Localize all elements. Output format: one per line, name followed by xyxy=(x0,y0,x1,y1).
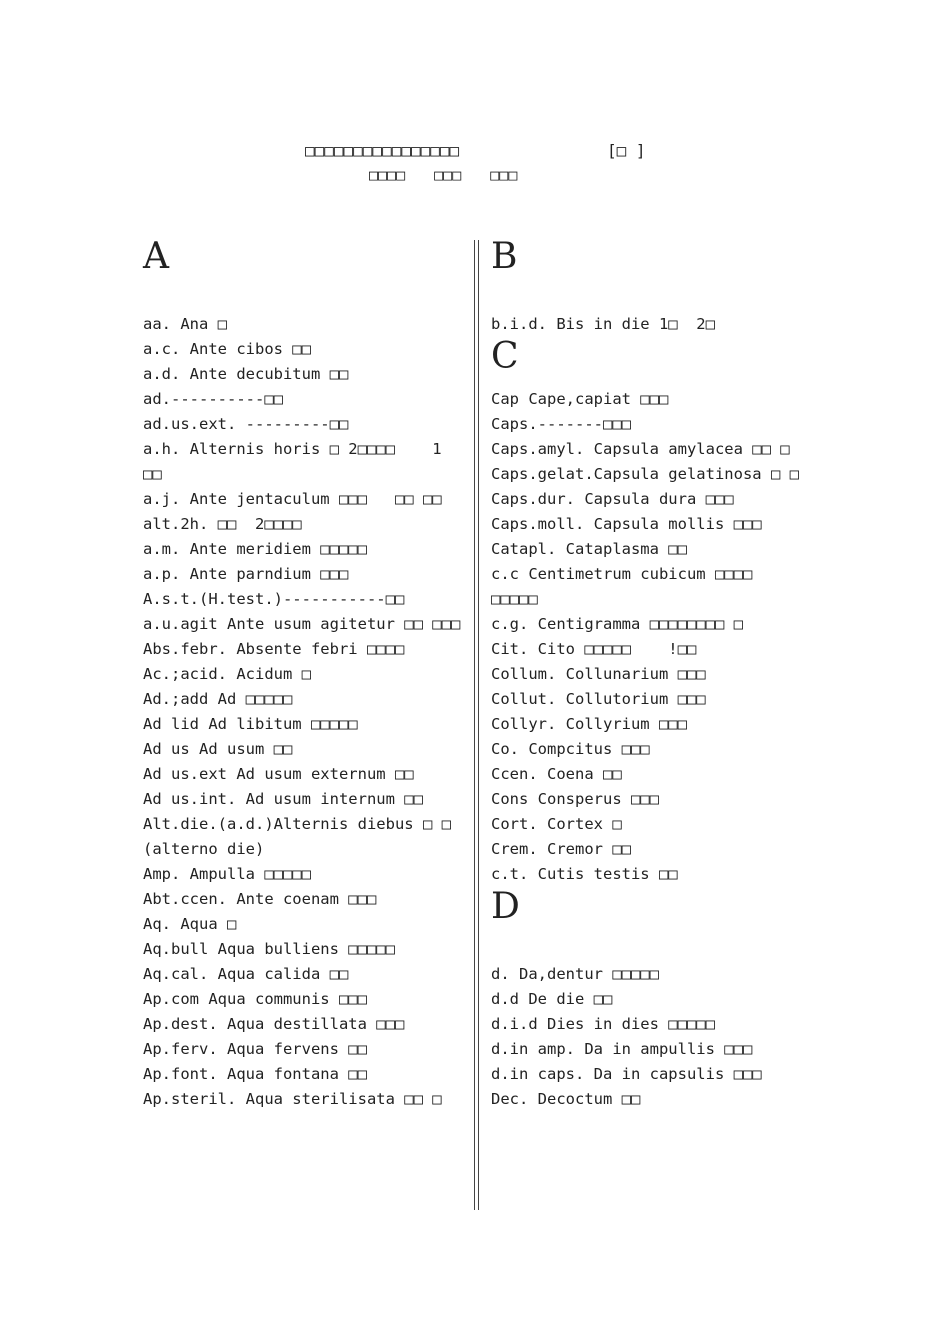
abbreviation-entry: a.h. Alternis horis □ 2□□□□ 1 □□ xyxy=(143,440,451,483)
document-subtitle: □□□□ □□□ □□□ xyxy=(369,166,518,184)
abbreviation-entry: ad.us.ext. ---------□□ xyxy=(143,415,349,433)
abbreviation-entry: Ad us.int. Ad usum internum □□ xyxy=(143,790,423,808)
abbreviation-entry: aa. Ana □ xyxy=(143,315,227,333)
abbreviation-entry: alt.2h. □□ 2□□□□ xyxy=(143,515,302,533)
abbreviation-entry: Ac.;acid. Acidum □ xyxy=(143,665,311,683)
abbreviation-entry: c.t. Cutis testis □□ xyxy=(491,865,678,883)
abbreviation-entry: Collum. Collunarium □□□ xyxy=(491,665,706,683)
abbreviation-entry: Collyr. Collyrium □□□ xyxy=(491,715,687,733)
abbreviation-entry: Catapl. Cataplasma □□ xyxy=(491,540,687,558)
right-column xyxy=(491,237,801,1112)
abbreviation-entry: c.c Centimetrum cubicum □□□□ □□□□□ xyxy=(491,565,762,608)
section-letter-c: C xyxy=(491,336,519,377)
document-title: □□□□□□□□□□□□□□□□ xyxy=(305,141,460,160)
abbreviation-entry: Cort. Cortex □ xyxy=(491,815,622,833)
abbreviation-entry: d.in amp. Da in ampullis □□□ xyxy=(491,1040,753,1058)
abbreviation-entry: (alterno die) xyxy=(143,840,265,858)
abbreviation-entry: Cit. Cito □□□□□ !□□ xyxy=(491,640,697,658)
left-column xyxy=(143,237,463,1112)
abbreviation-entry: d.d De die □□ xyxy=(491,990,613,1008)
abbreviation-entry: A.s.t.(H.test.)-----------□□ xyxy=(143,590,405,608)
abbreviation-entry: Cap Cape,capiat □□□ xyxy=(491,390,669,408)
abbreviation-entry: a.m. Ante meridiem □□□□□ xyxy=(143,540,367,558)
abbreviation-entry: Aq.cal. Aqua calida □□ xyxy=(143,965,349,983)
abbreviation-entry: Ad us Ad usum □□ xyxy=(143,740,293,758)
section-letter-d: D xyxy=(491,886,520,927)
abbreviation-entry: Ad lid Ad libitum □□□□□ xyxy=(143,715,358,733)
abbreviation-entry: Aq.bull Aqua bulliens □□□□□ xyxy=(143,940,395,958)
abbreviation-entry: Abt.ccen. Ante coenam □□□ xyxy=(143,890,377,908)
abbreviation-entry: Caps.gelat.Capsula gelatinosa □ □ xyxy=(491,465,799,483)
abbreviation-entry: Crem. Cremor □□ xyxy=(491,840,631,858)
section-letter-b: B xyxy=(491,236,518,277)
abbreviation-entry: d. Da,dentur □□□□□ xyxy=(491,965,659,983)
abbreviation-entry: d.in caps. Da in capsulis □□□ xyxy=(491,1065,762,1083)
abbreviation-entry: d.i.d Dies in dies □□□□□ xyxy=(491,1015,715,1033)
abbreviation-entry: Ap.ferv. Aqua fervens □□ xyxy=(143,1040,367,1058)
abbreviation-entry: c.g. Centigramma □□□□□□□□ □ xyxy=(491,615,743,633)
entry-list-d xyxy=(491,962,801,1112)
abbreviation-entry: Co. Compcitus □□□ xyxy=(491,740,650,758)
document-title-tag: [□ ] xyxy=(607,141,646,160)
abbreviation-entry: Ccen. Coena □□ xyxy=(491,765,622,783)
abbreviation-entry: Collut. Collutorium □□□ xyxy=(491,690,706,708)
abbreviation-entry: a.j. Ante jentaculum □□□ □□ □□ xyxy=(143,490,442,508)
abbreviation-entry: a.c. Ante cibos □□ xyxy=(143,340,311,358)
abbreviation-entry: Ap.font. Aqua fontana □□ xyxy=(143,1065,367,1083)
abbreviation-entry: a.p. Ante parndium □□□ xyxy=(143,565,349,583)
abbreviation-entry: Dec. Decoctum □□ xyxy=(491,1090,641,1108)
entry-list-b xyxy=(491,312,801,337)
abbreviation-entry: ad.----------□□ xyxy=(143,390,283,408)
abbreviation-entry: Abs.febr. Absente febri □□□□ xyxy=(143,640,405,658)
abbreviation-entry: Cons Consperus □□□ xyxy=(491,790,659,808)
abbreviation-entry: a.u.agit Ante usum agitetur □□ □□□ xyxy=(143,615,461,633)
abbreviation-entry: Caps.dur. Capsula dura □□□ xyxy=(491,490,734,508)
abbreviation-entry: b.i.d. Bis in die 1□ 2□ xyxy=(491,315,715,333)
abbreviation-entry: Ad us.ext Ad usum externum □□ xyxy=(143,765,414,783)
column-divider xyxy=(474,240,479,1210)
abbreviation-entry: Ap.com Aqua communis □□□ xyxy=(143,990,367,1008)
abbreviation-entry: Amp. Ampulla □□□□□ xyxy=(143,865,311,883)
entry-list-a xyxy=(143,312,463,1112)
abbreviation-entry: Caps.moll. Capsula mollis □□□ xyxy=(491,515,762,533)
abbreviation-entry: Ap.steril. Aqua sterilisata □□ □ xyxy=(143,1090,442,1108)
abbreviation-entry: Caps.amyl. Capsula amylacea □□ □ xyxy=(491,440,790,458)
abbreviation-entry: Caps.-------□□□ xyxy=(491,415,631,433)
entry-list-c xyxy=(491,387,801,887)
abbreviation-entry: Ap.dest. Aqua destillata □□□ xyxy=(143,1015,405,1033)
abbreviation-entry: a.d. Ante decubitum □□ xyxy=(143,365,349,383)
section-letter-a: A xyxy=(143,236,169,277)
abbreviation-entry: Ad.;add Ad □□□□□ xyxy=(143,690,293,708)
abbreviation-entry: Aq. Aqua □ xyxy=(143,915,237,933)
abbreviation-entry: Alt.die.(a.d.)Alternis diebus □ □ xyxy=(143,815,451,833)
